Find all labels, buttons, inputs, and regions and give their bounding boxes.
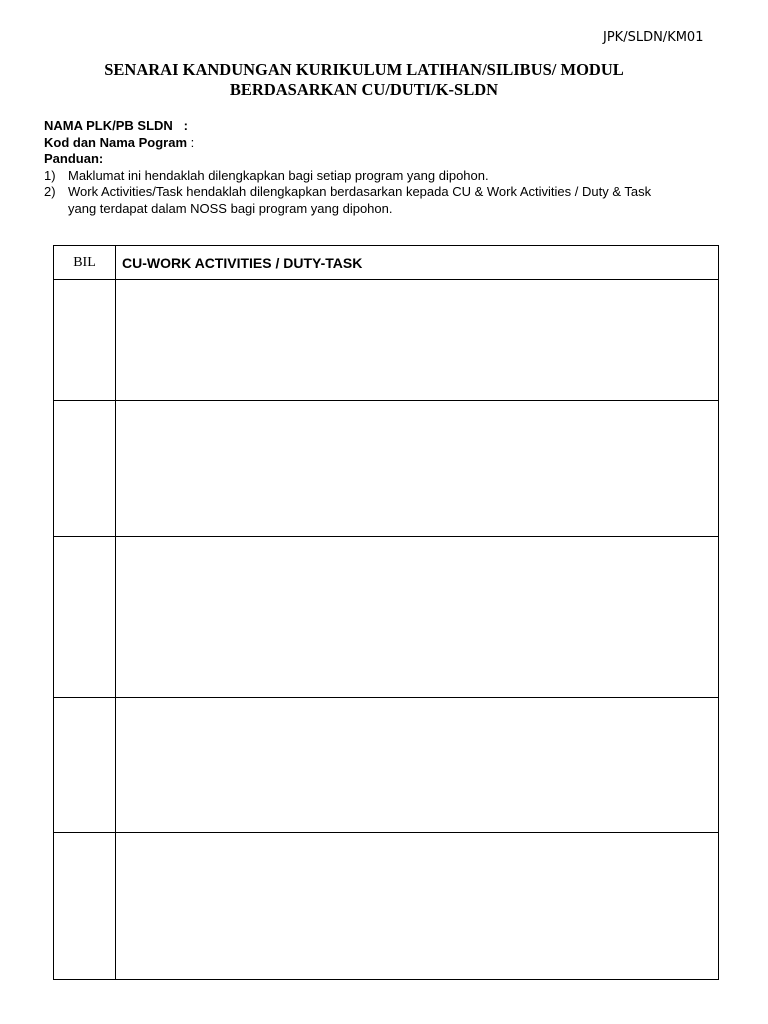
content-cell[interactable] bbox=[116, 280, 719, 401]
table-row bbox=[54, 833, 719, 980]
content-cell[interactable] bbox=[116, 401, 719, 537]
header-cu-work-activities: CU-WORK ACTIVITIES / DUTY-TASK bbox=[116, 246, 719, 280]
guide-item-text: Maklumat ini hendaklah dilengkapkan bagi setiap program yang dipohon. bbox=[68, 167, 489, 183]
table-row bbox=[54, 698, 719, 833]
plk-name-label: NAMA PLK/PB SLDN bbox=[44, 118, 173, 133]
table-header-row bbox=[54, 246, 719, 280]
title-line-1: SENARAI KANDUNGAN KURIKULUM LATIHAN/SILIBUS/ MODUL bbox=[104, 60, 624, 79]
curriculum-table bbox=[53, 245, 719, 980]
document-reference-code: JPK/SLDN/KM01 bbox=[603, 30, 704, 45]
bil-cell[interactable] bbox=[54, 401, 116, 537]
program-label: Kod dan Nama Pogram bbox=[44, 134, 188, 150]
table-row bbox=[54, 537, 719, 698]
bil-cell[interactable] bbox=[54, 833, 116, 980]
content-cell[interactable] bbox=[116, 537, 719, 698]
info-section bbox=[44, 118, 724, 217]
title-line-2: BERDASARKAN CU/DUTI/K-SLDN bbox=[229, 80, 499, 99]
bil-cell[interactable] bbox=[54, 280, 116, 401]
program-row bbox=[44, 135, 724, 152]
plk-name-row bbox=[44, 118, 724, 135]
program-separator: : bbox=[187, 134, 195, 150]
bil-cell[interactable] bbox=[54, 698, 116, 833]
plk-name-separator: : bbox=[172, 118, 188, 133]
header-bil: BIL bbox=[54, 246, 116, 280]
document-title bbox=[40, 60, 688, 100]
content-cell[interactable] bbox=[116, 833, 719, 980]
guide-item-text: yang terdapat dalam NOSS bagi program yang dipohon. bbox=[68, 200, 393, 216]
bil-cell[interactable] bbox=[54, 537, 116, 698]
table-row bbox=[54, 401, 719, 537]
guide-item-2 bbox=[44, 184, 724, 217]
guide-item-number: 1) bbox=[44, 167, 56, 183]
guide-label: Panduan: bbox=[44, 151, 104, 166]
guide-item-number: 2) bbox=[44, 184, 56, 199]
guide-item-text: Work Activities/Task hendaklah dilengkapkan berdasarkan kepada CU & Work Activities / Duty & Task bbox=[68, 184, 652, 199]
content-cell[interactable] bbox=[116, 698, 719, 833]
guide-label-row bbox=[44, 151, 724, 168]
table-row bbox=[54, 280, 719, 401]
guide-item-1 bbox=[44, 168, 724, 185]
